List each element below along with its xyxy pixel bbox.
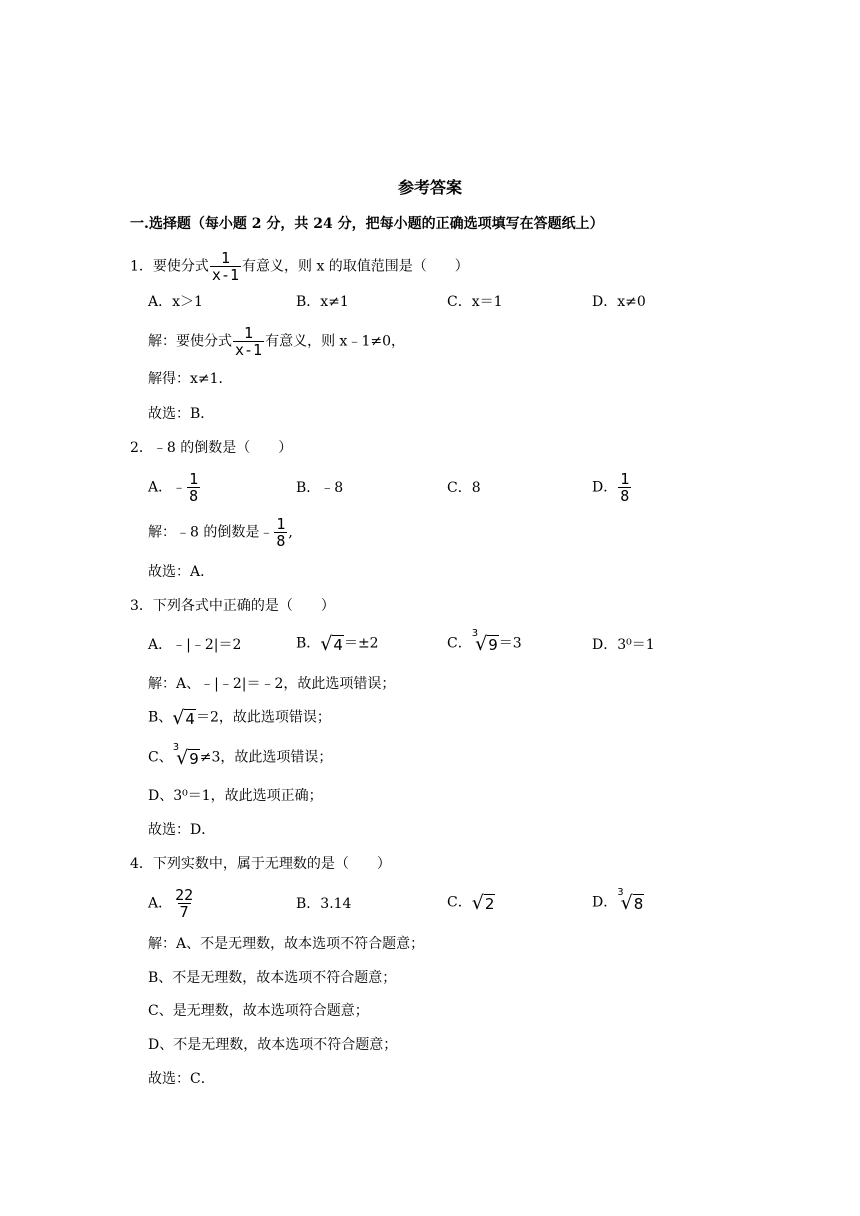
q1-sol-pre: 解：要使分式 [148, 333, 232, 350]
q2-option-b: B．﹣8 [296, 480, 344, 496]
q1-option-b: B．x≠1 [296, 294, 349, 310]
cbrt-9-radical [172, 742, 200, 769]
q2-frac-den: 8 [189, 487, 199, 505]
q4-option-b: B．3.14 [296, 896, 352, 912]
q1-answer: 故选：B． [148, 406, 215, 422]
question-1-stem [130, 250, 469, 283]
radical-sign-icon: √ [620, 892, 633, 914]
q3-opt-c-post: ＝3 [498, 635, 522, 652]
radicand: 9 [189, 750, 199, 768]
q4-frac-num: 22 [175, 886, 194, 904]
radicand: 9 [488, 636, 498, 654]
q2-answer: 故选：A． [148, 564, 215, 580]
sqrt-2-radical [472, 892, 496, 913]
q3-option-b [296, 633, 379, 654]
q2-opt-a-label: A．﹣ [148, 479, 187, 496]
radical-sign-icon: √ [475, 633, 488, 655]
section-heading: 一.选择题（每小题 2 分，共 24 分，把每小题的正确选项填写在答题纸上） [130, 216, 604, 232]
q2-sol-frac-den: 8 [276, 532, 286, 550]
q3-solution-2 [148, 707, 331, 728]
q2-opt-d-fraction [618, 471, 631, 504]
q2-opt-d-label: D． [592, 479, 618, 496]
q3-opt-b-label: B． [296, 635, 321, 652]
q4-solution-3: C、是无理数，故本选项符合题意； [148, 1003, 369, 1019]
q2-frac-num: 1 [189, 470, 199, 488]
radical-sign-icon: √ [320, 633, 333, 655]
root-index: 3 [172, 742, 180, 753]
radicand: 8 [633, 895, 644, 913]
radical-sign-icon: √ [172, 707, 185, 729]
cbrt-9-radical [471, 628, 499, 655]
q1-option-a: A．x＞1 [148, 294, 203, 310]
radical-sign-icon: √ [176, 747, 189, 769]
q1-fraction [210, 250, 241, 283]
q1-frac-den: x-1 [211, 266, 240, 284]
q2-sol-frac-num: 1 [276, 515, 286, 533]
root-index: 3 [471, 628, 479, 639]
q3-solution-4: D、3⁰＝1，故此选项正确； [148, 788, 323, 804]
q3-opt-c-label: C． [447, 635, 472, 652]
page-title: 参考答案 [397, 178, 462, 197]
q2-sol-post: , [288, 524, 293, 541]
q4-answer: 故选：C． [148, 1071, 215, 1087]
sqrt-4-radical [320, 633, 344, 654]
q3-sol3-pre: C、 [148, 749, 173, 766]
q4-opt-a-fraction [173, 887, 195, 920]
q3-solution-1: 解：A、﹣|﹣2|＝﹣2，故此选项错误； [148, 676, 396, 692]
q3-answer: 故选：D． [148, 822, 216, 838]
radicand: 2 [484, 895, 495, 913]
q4-option-d [592, 887, 644, 914]
q4-opt-c-label: C． [447, 894, 472, 911]
q4-solution-1: 解：A、不是无理数，故本选项不符合题意； [148, 936, 425, 952]
cbrt-8-radical [617, 887, 644, 914]
q2-optd-frac-den: 8 [620, 487, 630, 505]
q2-option-a [148, 471, 201, 504]
q3-opt-b-post: ＝±2 [343, 635, 379, 652]
question-3-stem: 3．下列各式中正确的是（ ） [130, 598, 335, 614]
q2-optd-frac-num: 1 [620, 470, 630, 488]
q4-option-a [148, 887, 196, 920]
q1-option-c: C．x＝1 [447, 294, 503, 310]
q1-stem-pre: 1．要使分式 [130, 258, 209, 275]
q2-option-c: C．8 [447, 480, 481, 496]
q4-solution-4: D、不是无理数，故本选项不符合题意； [148, 1037, 398, 1053]
q2-solution [148, 516, 293, 549]
q3-sol3-post: ≠3，故此选项错误； [199, 749, 333, 766]
q1-option-d: D．x≠0 [592, 294, 646, 310]
q3-sol2-post: ＝2，故此选项错误； [195, 709, 331, 726]
q1-solution-1 [148, 325, 405, 358]
radical-sign-icon: √ [471, 892, 484, 914]
q2-sol-fraction [274, 516, 287, 549]
question-4-stem: 4．下列实数中，属于无理数的是（ ） [130, 856, 391, 872]
q1-sol-frac-den: x-1 [235, 341, 263, 359]
radicand: 4 [333, 636, 343, 654]
q2-sol-pre: 解：﹣8 的倒数是﹣ [148, 524, 274, 541]
q2-option-d [592, 471, 632, 504]
q3-sol2-pre: B、 [148, 709, 173, 726]
q4-solution-2: B、不是无理数，故本选项不符合题意； [148, 970, 397, 986]
q4-option-c [447, 892, 495, 913]
question-2-stem: 2．﹣8 的倒数是（ ） [130, 440, 293, 456]
q1-solution-2: 解得：x≠1． [148, 371, 233, 387]
q4-frac-den: 7 [179, 903, 189, 921]
q3-option-c [447, 628, 522, 655]
radicand: 4 [185, 710, 195, 728]
sqrt-4-radical [172, 707, 196, 728]
q1-sol-fraction [233, 325, 264, 358]
q1-sol-frac-num: 1 [244, 324, 254, 342]
q1-stem-post: 有意义，则 x 的取值范围是（ ） [242, 258, 469, 275]
q4-opt-a-label: A． [148, 895, 173, 912]
root-index: 3 [617, 887, 624, 898]
q1-frac-num: 1 [220, 249, 230, 267]
q4-opt-d-label: D． [592, 894, 618, 911]
q3-solution-3 [148, 742, 333, 769]
q3-option-a: A．﹣|﹣2|＝2 [148, 637, 242, 653]
q2-opt-a-fraction [187, 471, 200, 504]
q1-sol-post: 有意义，则 x﹣1≠0， [265, 333, 405, 350]
q3-option-d: D．3⁰＝1 [592, 637, 655, 653]
